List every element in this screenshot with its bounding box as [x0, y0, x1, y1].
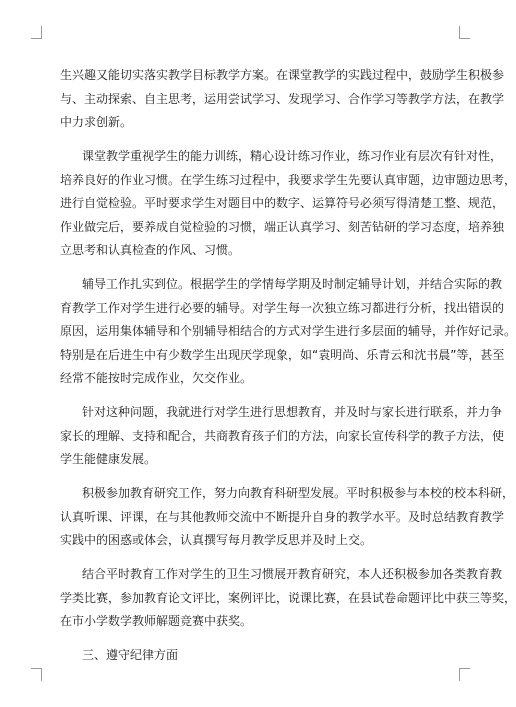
- text-line: 培养良好的作业习惯。在学生练习过程中，我要求学生先要认真审题，边审题边思考，: [60, 172, 516, 187]
- paragraph: [60, 401, 505, 472]
- text-line: 学类比赛，参加教育论文评比，案例评比，说课比赛，在县试卷命题评比中获三等奖，: [60, 590, 516, 605]
- text-line: 实践中的困惑或体会，认真撰写每月教学反思并及时上交。: [60, 533, 373, 547]
- text-line: 认真听课、评课，在与其他教师交流中不断提升自身的教学水平。及时总结教育教学: [60, 509, 505, 524]
- paragraph: [60, 482, 515, 553]
- text-line: 家长的理解、支持和配合，共商教育孩子们的方法，向家长宣传科学的教子方法，使: [60, 428, 505, 443]
- crop-mark-bottom-left: [31, 668, 42, 681]
- text-line: 中力求创新。: [60, 115, 133, 129]
- text-line: 进行自觉检验。平时要求学生对题目中的数字、运算符号必须写得清楚工整、规范，: [60, 196, 505, 210]
- text-line: 立思考和认真检查的作风、习惯。: [60, 243, 241, 257]
- paragraph: [60, 145, 516, 263]
- text-line: 与、主动探索、自主思考，运用尝试学习、发现学习、合作学习等教学方法，在教学: [60, 91, 505, 106]
- text-line: 针对这种问题，我就进行对学生进行思想教育，并及时与家长进行联系，并力争: [82, 405, 503, 419]
- text-line: 课堂教学重视学生的能力训练，精心设计练习作业，练习作业有层次有针对性，: [82, 149, 503, 163]
- text-line: 原因，运用集体辅导和个别辅导相结合的方式对学生进行多层面的辅导，并作好记录。: [60, 324, 516, 338]
- text-line: 经常不能按时完成作业，欠交作业。: [60, 371, 253, 385]
- paragraph: [60, 563, 516, 634]
- text-line: 学生能健康发展。: [60, 452, 157, 466]
- document-body: [60, 64, 516, 668]
- text-line: 辅导工作扎实到位。根据学生的学情每学期及时制定辅导计划，并结合实际的教: [82, 277, 503, 291]
- text-line: 结合平时教育工作对学生的卫生习惯展开教育研究，本人还积极参加各类教育教: [82, 567, 503, 581]
- text-line: 生兴趣又能切实落实教学目标教学方案。在课堂教学的实践过程中，鼓励学生积极参: [60, 68, 505, 82]
- text-line: 育教学工作对学生进行必要的辅导。对学生每一次独立练习都进行分析，找出错误的: [60, 300, 505, 315]
- paragraph: [60, 273, 516, 391]
- text-line: 作业做完后，要养成自觉检验的习惯，端正认真学习、刻苦钻研的学习态度，培养独: [60, 219, 505, 234]
- text-line: 在市小学数学教师解题竞赛中获奖。: [60, 614, 253, 628]
- text-line: 积极参加教育研究工作，努力向教育科研型发展。平时积极参与本校的校本科研，: [82, 486, 515, 500]
- section-heading: [60, 644, 444, 668]
- crop-mark-top-right: [459, 26, 470, 39]
- heading-line: 三、遵守纪律方面: [82, 648, 179, 662]
- crop-mark-top-left: [31, 26, 42, 39]
- crop-mark-bottom-right: [459, 668, 470, 681]
- text-line: 特别是在后进生中有少数学生出现厌学现象，如“袁明尚、乐青云和沈书晨”等，甚至: [60, 347, 505, 362]
- paragraph: [60, 64, 505, 135]
